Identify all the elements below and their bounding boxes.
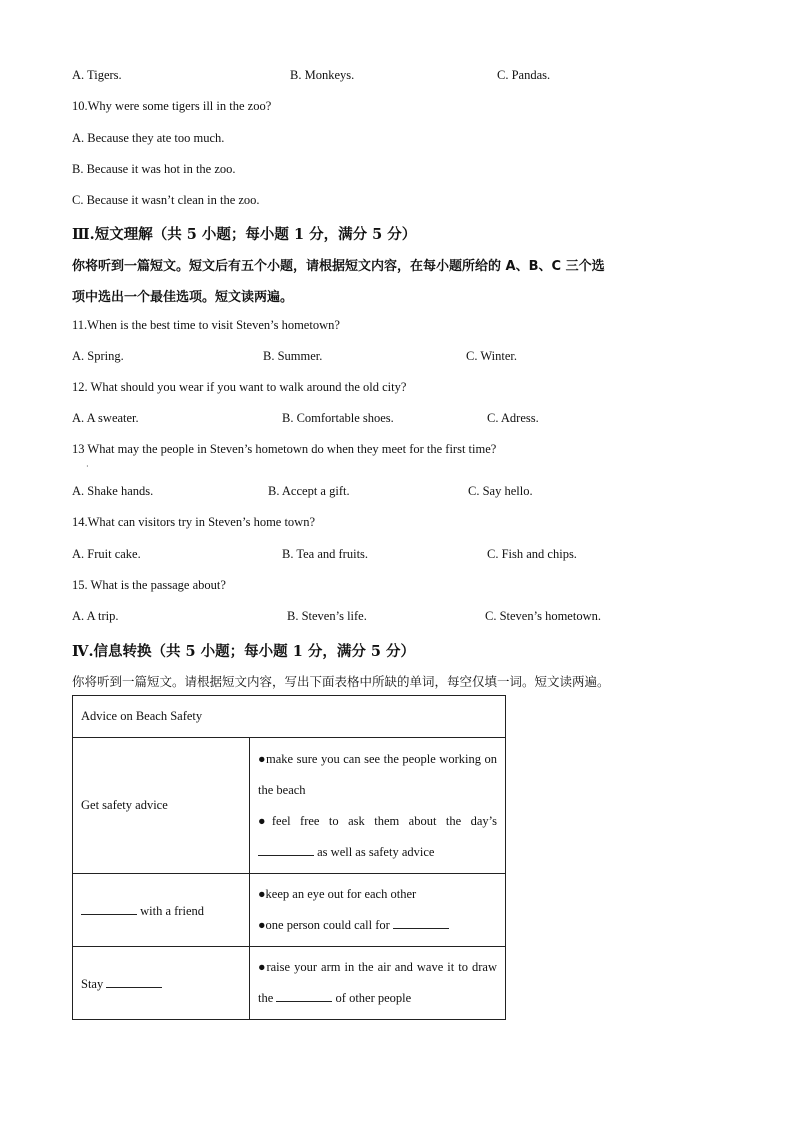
row1-bullet-2-text: ●feel free to ask them about the day’s	[258, 813, 497, 828]
row3-bullet-1-post: of other people	[335, 991, 412, 1005]
row3-bullet-1	[258, 952, 497, 1014]
row1-right-cell	[250, 738, 506, 874]
table-title: Advice on Beach Safety	[73, 696, 506, 738]
row2-bullet-1: ●keep an eye out for each other	[258, 887, 417, 901]
row1-bullet-1: ●make sure you can see the people working on the beach	[258, 751, 497, 797]
q14-option-a: A. Fruit cake.	[72, 547, 141, 561]
row2-bullet-2	[258, 910, 497, 941]
q11-option-b: B. Summer.	[263, 349, 323, 363]
section4-heading: Ⅳ.信息转换（共 5 小题；每小题 1 分，满分 5 分）	[72, 643, 416, 660]
table-row-2	[73, 874, 506, 947]
q12-option-a: A. A sweater.	[72, 411, 139, 425]
row1-bullet-2	[258, 806, 497, 868]
stray-dot: ·	[86, 462, 89, 471]
row3-right-cell	[250, 947, 506, 1020]
table-row-1	[73, 738, 506, 874]
q9-option-a: A. Tigers.	[72, 68, 122, 82]
q9-option-b: B. Monkeys.	[290, 68, 355, 82]
q9-option-c: C. Pandas.	[497, 68, 551, 82]
q12-option-c: C. Adress.	[487, 411, 539, 425]
table-row-3	[73, 947, 506, 1020]
q15-option-c: C. Steven’s hometown.	[485, 609, 601, 623]
row2-bullet-2-text: ●one person could call for	[258, 918, 390, 932]
q12-option-b: B. Comfortable shoes.	[282, 411, 394, 425]
q14-question: 14.What can visitors try in Steven’s home town?	[72, 515, 316, 529]
row2-left-text: with a friend	[140, 903, 204, 918]
q13-option-a: A. Shake hands.	[72, 484, 154, 498]
q11-option-c: C. Winter.	[466, 349, 518, 363]
row2-left-cell	[73, 874, 250, 947]
q10-question: 10.Why were some tigers ill in the zoo?	[72, 99, 272, 113]
section3-heading: Ⅲ.短文理解（共 5 小题；每小题 1 分，满分 5 分）	[72, 226, 417, 243]
section3-instruction-line1: 你将听到一篇短文。短文后有五个小题，请根据短文内容，在每小题所给的 A、B、C 三个选	[72, 259, 605, 274]
blank-1[interactable]	[258, 843, 314, 856]
row2-right-cell	[250, 874, 506, 947]
row1-left-cell: Get safety advice	[73, 738, 250, 874]
blank-5[interactable]	[276, 989, 332, 1002]
blank-2[interactable]	[81, 902, 137, 915]
q10-option-a: A. Because they ate too much.	[72, 131, 225, 145]
row3-left-text: Stay	[81, 976, 104, 991]
q14-option-b: B. Tea and fruits.	[282, 547, 369, 561]
q13-option-c: C. Say hello.	[468, 484, 533, 498]
beach-safety-table	[72, 695, 506, 1020]
q13-option-b: B. Accept a gift.	[268, 484, 350, 498]
row1-bullet-2-post: as well as safety advice	[317, 844, 435, 859]
q11-question: 11.When is the best time to visit Steven’s hometown?	[72, 318, 340, 332]
q15-option-b: B. Steven’s life.	[287, 609, 367, 623]
q10-option-c: C. Because it wasn’t clean in the zoo.	[72, 193, 260, 207]
row3-left-cell	[73, 947, 250, 1020]
q15-option-a: A. A trip.	[72, 609, 119, 623]
row3-bullet-1-text: ●raise your arm in the air and wave it to draw the	[258, 960, 497, 1005]
q13-question: 13 What may the people in Steven’s hometown do when they meet for the first time?	[72, 442, 497, 456]
q12-question: 12. What should you wear if you want to walk around the old city?	[72, 380, 407, 394]
blank-4[interactable]	[106, 975, 162, 988]
q15-question: 15. What is the passage about?	[72, 578, 226, 592]
table-title-row	[73, 696, 506, 738]
q10-option-b: B. Because it was hot in the zoo.	[72, 162, 236, 176]
q11-option-a: A. Spring.	[72, 349, 124, 363]
section4-instruction: 你将听到一篇短文。请根据短文内容，写出下面表格中所缺的单词，每空仅填一词。短文读两遍。	[72, 674, 610, 689]
q14-option-c: C. Fish and chips.	[487, 547, 577, 561]
blank-3[interactable]	[393, 916, 449, 929]
section3-instruction-line2: 项中选出一个最佳选项。短文读两遍。	[72, 290, 294, 305]
